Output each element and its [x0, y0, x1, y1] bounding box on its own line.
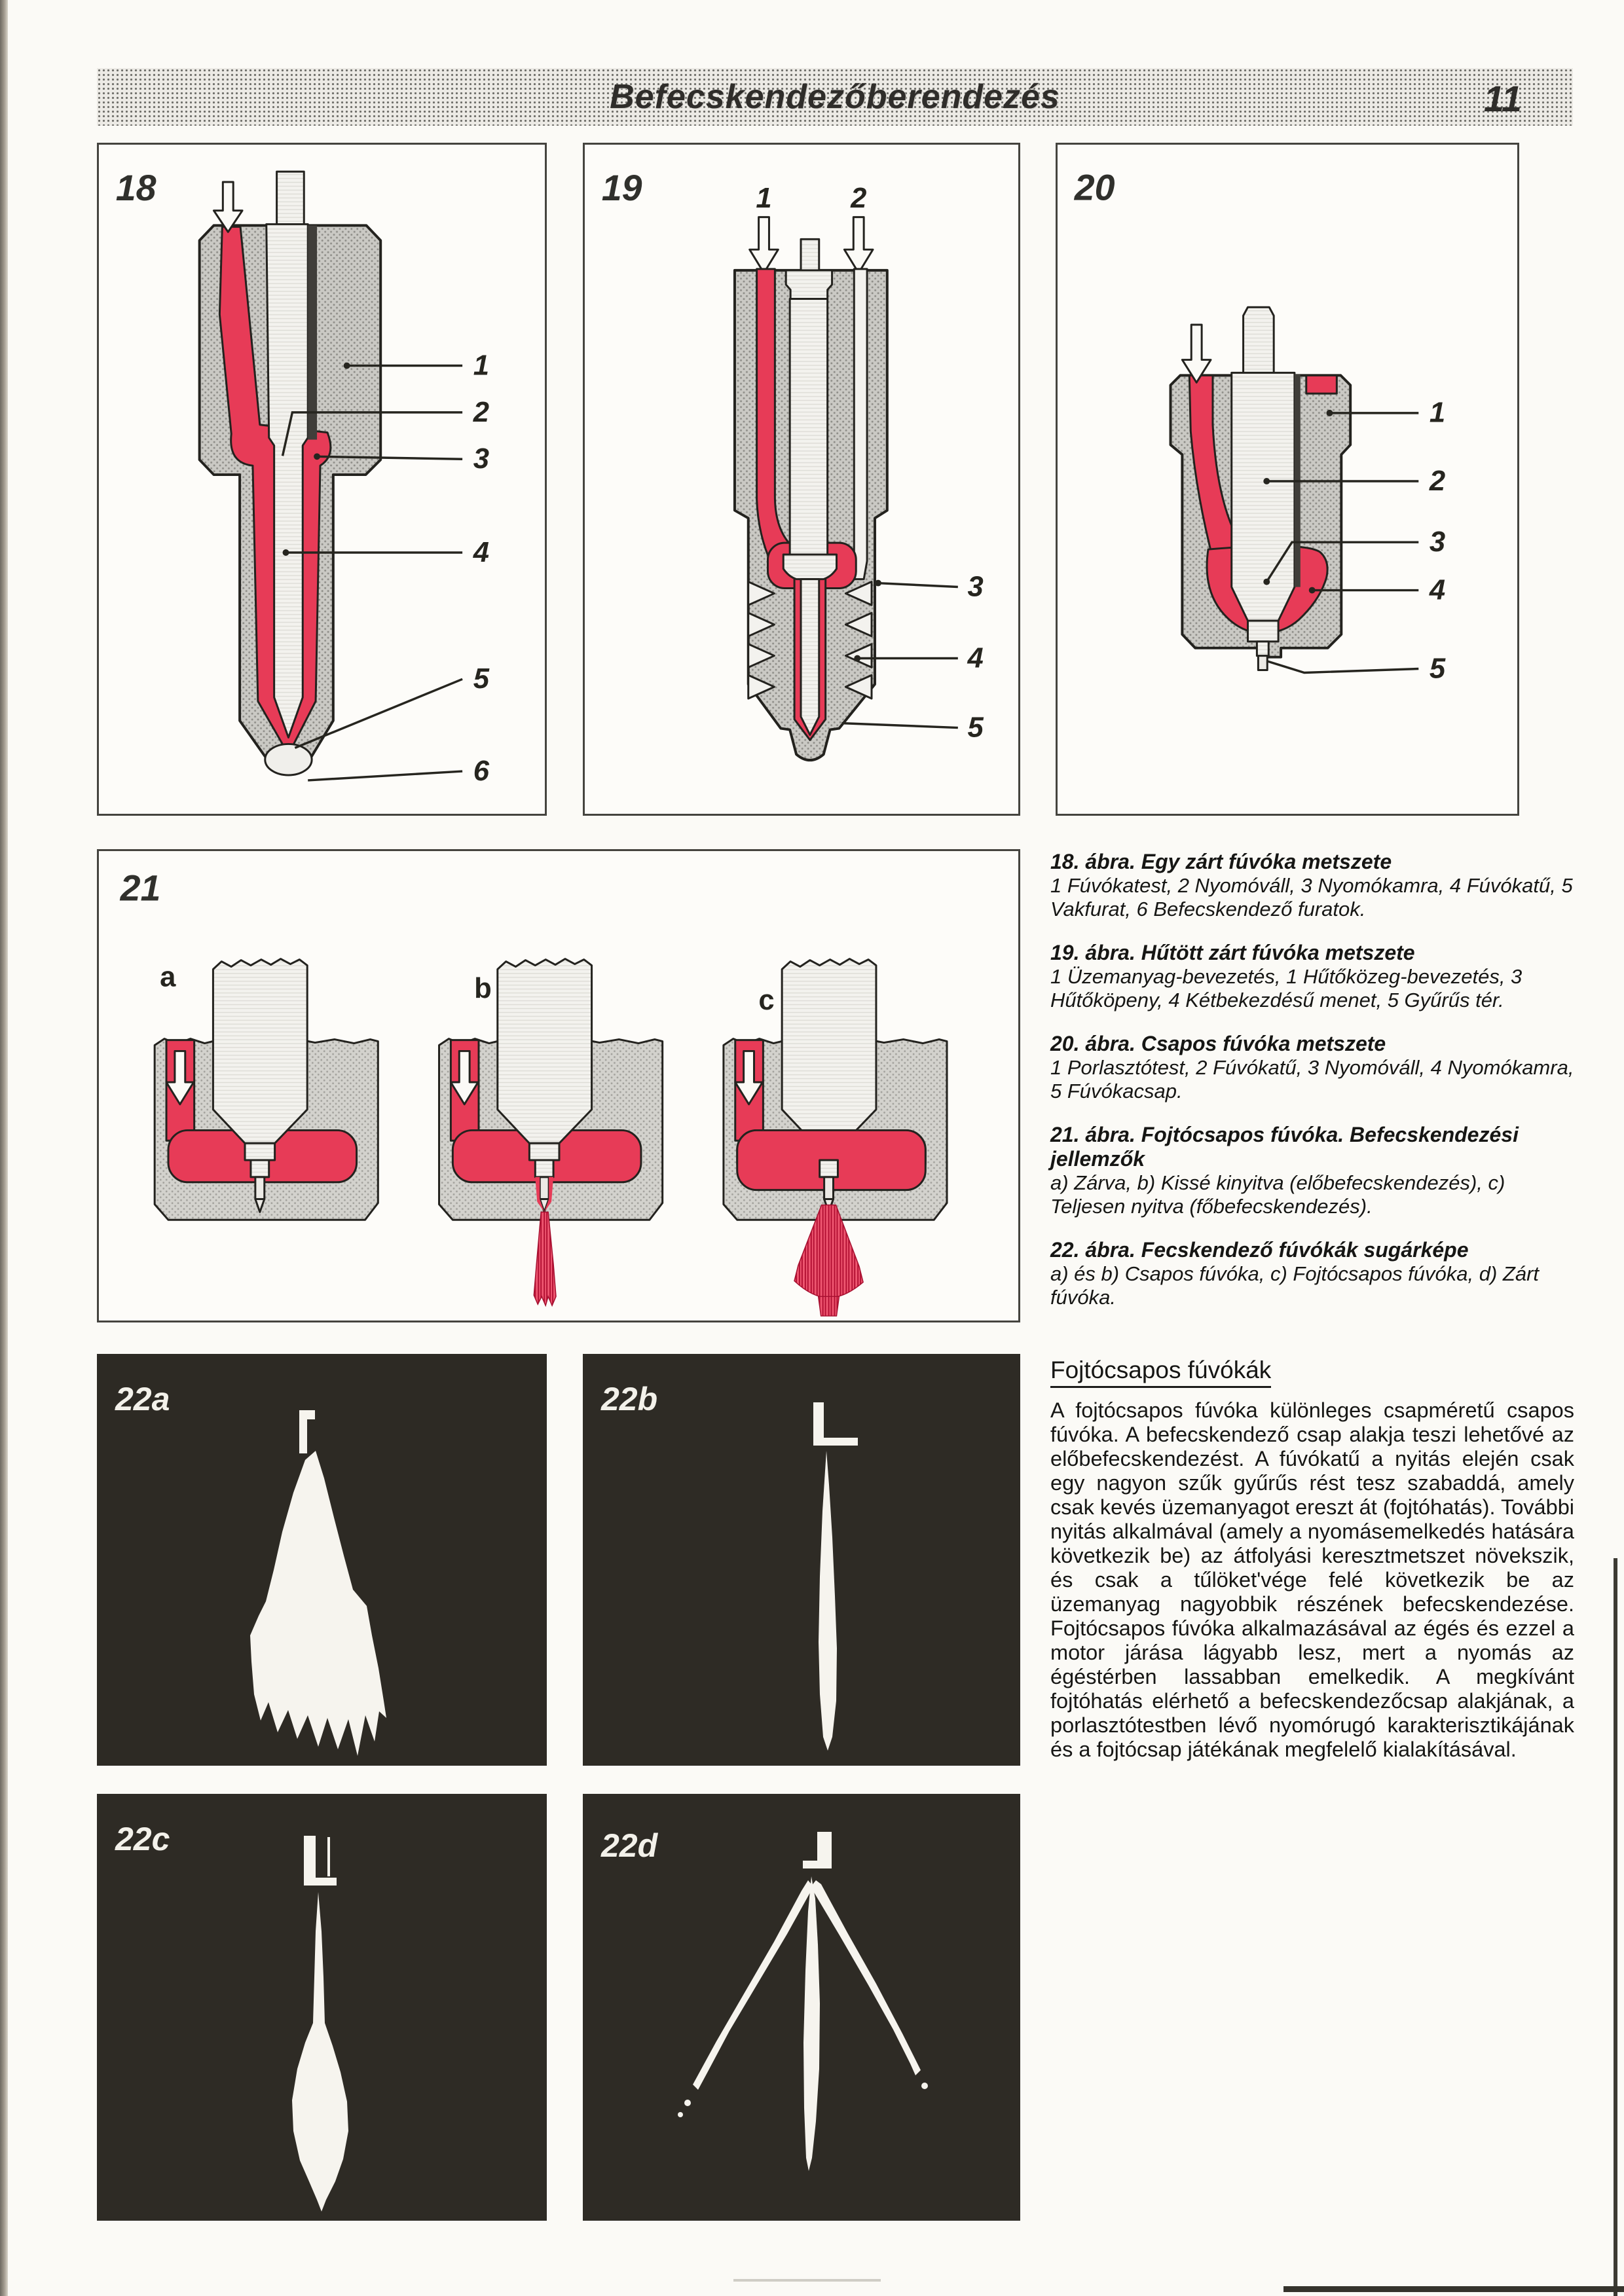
figure-box-18 — [97, 143, 547, 816]
coolant-channel — [854, 269, 867, 579]
fig18-callout-2: 2 — [473, 396, 489, 428]
photo-panel-22a — [97, 1354, 547, 1766]
fig19-flow-label-2: 2 — [851, 182, 867, 214]
fig21-diagram — [99, 851, 1018, 1321]
fig20-callout-4: 4 — [1429, 574, 1446, 606]
caption-title: 20. ábra. Csapos fúvóka metszete — [1050, 1032, 1386, 1055]
caption-fig21 — [1050, 1123, 1574, 1218]
page-title: Befecskendezőberendezés — [610, 78, 1060, 116]
spray-photo-22d — [583, 1794, 1020, 2221]
caption-title: 22. ábra. Fecskendező fúvókák sugárképe — [1050, 1238, 1469, 1262]
fig20-callout-5: 5 — [1429, 653, 1446, 685]
spray-photo-22a — [97, 1354, 547, 1766]
figure-box-21 — [97, 849, 1020, 1322]
caption-title: 19. ábra. Hűtött zárt fúvóka metszete — [1050, 941, 1415, 964]
fig20-callout-1: 1 — [1429, 397, 1446, 429]
caption-title: 21. ábra. Fojtócsapos fúvóka. Befecskendezési jellemzők — [1050, 1123, 1519, 1171]
scan-artifact — [1614, 1558, 1617, 2296]
photo-label: 22b — [601, 1381, 658, 1417]
caption-fig18 — [1050, 850, 1574, 921]
down-arrow-icon — [750, 217, 779, 273]
figure-number: 21 — [120, 867, 161, 909]
fig18-callout-1: 1 — [473, 350, 489, 382]
photo-panel-22d — [583, 1794, 1020, 2221]
fuel-port — [1306, 375, 1337, 393]
fig19-callout-3: 3 — [967, 571, 984, 603]
figure-box-20 — [1056, 143, 1519, 816]
scan-artifact — [733, 2279, 881, 2282]
figure-number: 18 — [115, 167, 157, 208]
caption-body: a) és b) Csapos fúvóka, c) Fojtócsapos fúvóka, d) Zárt fúvóka. — [1050, 1262, 1540, 1309]
fig21-state-label-c: c — [758, 984, 775, 1016]
figure-box-19 — [583, 143, 1020, 816]
injector-state-a — [155, 959, 378, 1220]
fig18-callout-5: 5 — [473, 663, 489, 695]
scan-artifact — [1283, 2286, 1624, 2292]
fig21-state-label-b: b — [474, 973, 492, 1005]
fig18-diagram — [99, 145, 545, 814]
fig21-state-label-a: a — [160, 961, 176, 993]
fig19-diagram — [585, 145, 1018, 814]
fig18-callout-6: 6 — [473, 755, 489, 787]
fig20-diagram — [1058, 145, 1517, 814]
nozzle-tip-dome — [265, 744, 312, 775]
fig18-callout-3: 3 — [473, 443, 489, 475]
caption-fig19 — [1050, 941, 1574, 1012]
article-heading: Fojtócsapos fúvókák — [1050, 1357, 1271, 1388]
fig19-callout-4: 4 — [967, 642, 984, 674]
fig20-callout-2: 2 — [1429, 465, 1446, 497]
fig20-callout-3: 3 — [1429, 526, 1446, 558]
article-column — [1050, 1357, 1574, 1762]
photo-label: 22d — [601, 1827, 658, 1864]
figure-captions-column — [1050, 850, 1574, 1309]
spray-photo-22b — [583, 1354, 1020, 1766]
fig18-callout-4: 4 — [473, 536, 489, 568]
caption-fig22 — [1050, 1238, 1574, 1309]
figure-number: 19 — [601, 167, 642, 208]
down-arrow-icon — [844, 217, 873, 273]
scan-page-edge — [0, 0, 8, 2296]
needle-clearance-gap — [308, 225, 317, 439]
down-arrow-icon — [1182, 325, 1211, 382]
photo-panel-22b — [583, 1354, 1020, 1766]
nozzle-pin-tip — [1258, 656, 1267, 670]
fig19-flow-label-1: 1 — [756, 182, 772, 214]
caption-body: a) Zárva, b) Kissé kinyitva (előbefecskendezés), c) Teljesen nyitva (főbefecskendezés). — [1050, 1171, 1505, 1218]
article-paragraph: A fojtócsapos fúvóka különleges csapméretű csapos fúvóka. A befecskendező csap alakja teszi lehetővé az előbefecskendezést. A fúvókatű a nyitás elején csak egy nagyon szűk gyűrűs rést tesz szabaddá, amely csak kevés üzemanyagot ereszt át (fojtóhatás). További nyitás alkalmával (amely a nyomásemelkedés hatására következik be) az átfolyási keresztmetszet növekszik, és csak a tűlöket'vége felé következik be az üzemanyag nagyobbik részének befecskendezése. Fojtócsapos fúvóka alkalmazásával az égés és ezzel a motor járása lágyabb lesz, mert a nyomás az égéstérben lassabban emelkedik. A megkívánt fojtóhatás elérhető a befecskendezőcsap alakjának, a porlasztótestben lévő nyomórugó karakterisztikájának és a fojtócsap játékának megfelelő kialakításával. — [1050, 1398, 1574, 1761]
figure-number: 20 — [1074, 167, 1115, 208]
caption-body: 1 Üzemanyag-bevezetés, 1 Hűtőközeg-bevezetés, 3 Hűtőköpeny, 4 Kétbekezdésű menet, 5 Gyűrűs tér. — [1050, 965, 1522, 1011]
photo-panel-22c — [97, 1794, 547, 2221]
photo-label: 22a — [115, 1381, 170, 1417]
caption-body: 1 Fúvókatest, 2 Nyomóváll, 3 Nyomókamra, 4 Fúvókatű, 5 Vakfurat, 6 Befecskendező furatok. — [1050, 874, 1573, 920]
main-spray — [737, 1130, 926, 1316]
spray-photo-22c — [97, 1794, 547, 2221]
fig19-callout-5: 5 — [967, 712, 984, 744]
page-number: 11 — [1483, 78, 1522, 119]
caption-body: 1 Porlasztótest, 2 Fúvókatű, 3 Nyomóváll, 4 Nyomókamra, 5 Fúvókacsap. — [1050, 1056, 1574, 1102]
pressure-pin — [1244, 307, 1274, 375]
caption-fig20 — [1050, 1032, 1574, 1103]
header-bar — [97, 68, 1573, 126]
caption-title: 18. ábra. Egy zárt fúvóka metszete — [1050, 850, 1392, 873]
photo-label: 22c — [115, 1821, 170, 1857]
